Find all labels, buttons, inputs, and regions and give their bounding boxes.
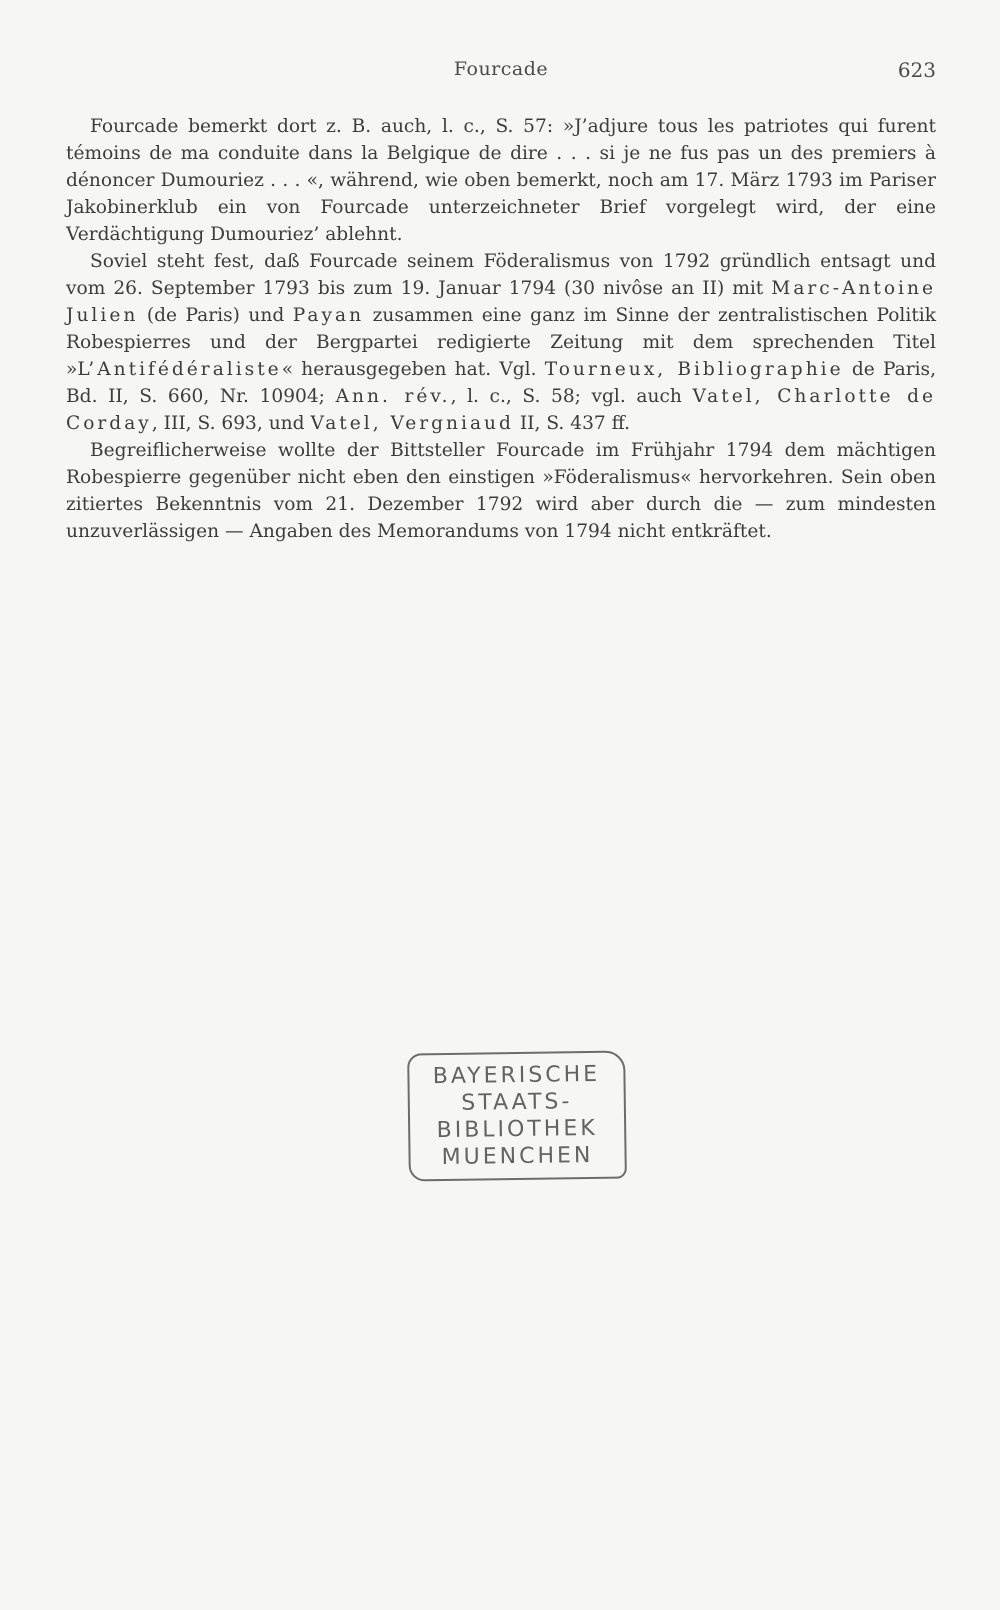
body-text [66, 113, 936, 545]
stamp-line: BAYERISCHE [432, 1061, 601, 1090]
paragraph-text: de Paris, Bd. II, S. 660, Nr. 10904; [66, 359, 937, 407]
spaced-citation: Ann. rév. [335, 386, 451, 407]
paragraph-text: Soviel steht fest, daß Fourcade seinem Föderalismus von 1792 gründlich entsagt und vom 26. September 1793 bis zum 19. Januar 1794 (30 nivôse an II) mit [66, 251, 936, 299]
paragraph-1 [66, 113, 936, 248]
stamp-line: BIBLIOTHEK [436, 1115, 598, 1144]
library-stamp [407, 1050, 627, 1181]
running-title: Fourcade [453, 58, 549, 80]
stamp-line: STAATS- [461, 1089, 573, 1116]
paragraph-text: Fourcade bemerkt dort z. B. auch, l. c., S. 57: »J’adjure tous les patriotes qui furent témoins de ma conduite dans la Belgique de dire . . . si je ne fus pas un des premiers à dénoncer Dumouriez . . . «, während, wie oben bemerkt, noch am 17. März 1793 im Pariser Jakobinerklub ein von Fourcade unterzeichneter Brief vorgelegt wird, der eine Verdächtigung Dumouriez’ ablehnt. [66, 116, 936, 245]
spaced-name: Marc-Antoine Julien [66, 278, 936, 326]
paragraph-text: « herausgegeben hat. Vgl. [281, 359, 545, 380]
paragraph-text: Begreiflicherweise wollte der Bittsteller Fourcade im Frühjahr 1794 dem mächtigen Robespierre gegenüber nicht eben den einstigen »Föderalismus« hervorkehren. Sein oben zitiertes Bekenntnis vom 21. Dezember 1792 wird aber durch die — zum mindesten unzuverlässigen — Angaben des Memorandums von 1794 nicht entkräftet. [66, 440, 936, 542]
page-header [66, 58, 936, 88]
paragraph-text: , l. c., S. 58; vgl. auch [450, 386, 693, 407]
spaced-citation: Tourneux, Bibliographie [544, 359, 844, 380]
spaced-citation: Vatel, Charlotte de Corday [66, 386, 936, 434]
stamp-line: MUENCHEN [441, 1142, 594, 1171]
paragraph-3 [66, 437, 936, 545]
spaced-citation: Vatel, Vergniaud [310, 413, 514, 434]
paragraph-text: zusammen eine ganz im Sinne der zentralistischen Politik Robespierres und der Bergpartei redigierte Zeitung mit dem sprechenden Titel » [66, 305, 936, 380]
paragraph-text: (de Paris) und [138, 305, 293, 326]
paragraph-text: II, S. 437 ff. [513, 413, 631, 434]
paragraph-2 [66, 248, 936, 437]
spaced-title: L’Antifédéraliste [77, 359, 282, 380]
paragraph-text: , III, S. 693, und [151, 413, 311, 434]
spaced-name: Payan [292, 305, 365, 326]
page-number: 623 [897, 58, 936, 82]
